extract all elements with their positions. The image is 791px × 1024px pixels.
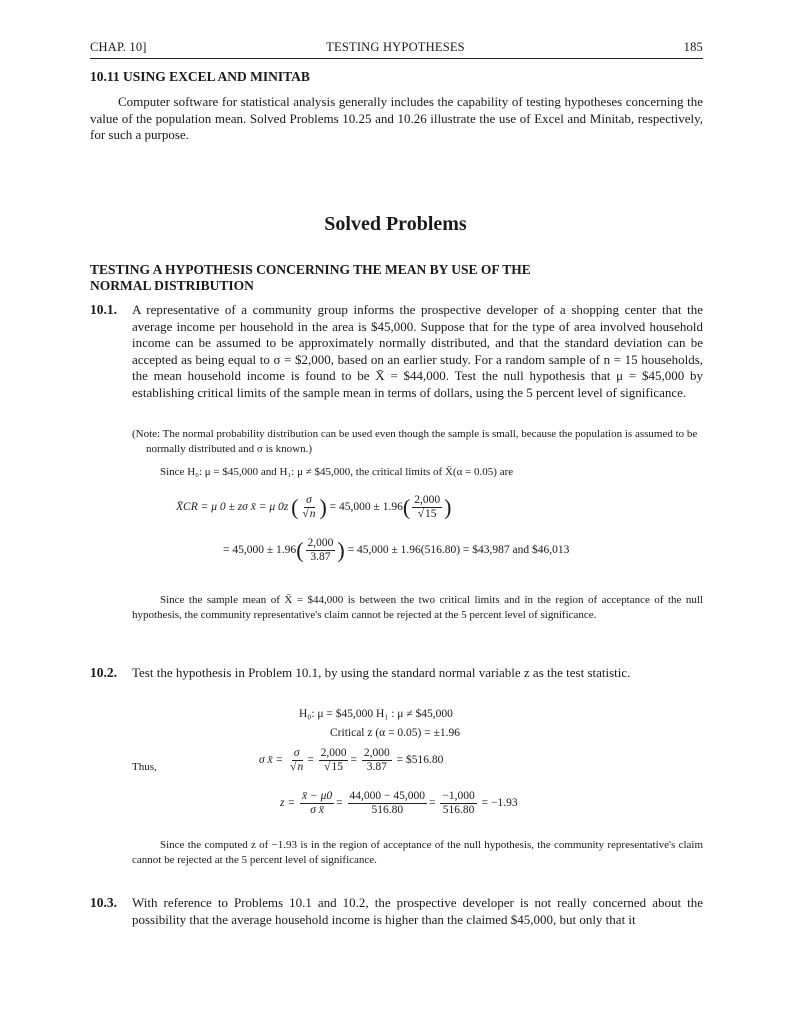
problem-text-10-3: With reference to Problems 10.1 and 10.2, the prospective developer is not really concerned about the possibility that the average household income is higher than the claimed $45,000, but only that it [132, 895, 703, 927]
problem-text-10-1: A representative of a community group informs the prospective developer of a shopping center that the average income per household in the area is $45,000. Suppose that for the type of area involved household income can be assumed to be approximately normally distributed, and that the standard deviation can be accepted as being equal to σ = $2,000, based on an earlier study. For a random sample of n = 15 households, the mean household income is found to be X̄ = $44,000. Test the null hypothesis that μ = $45,000 by establishing critical limits of the sample mean in terms of dollars, using the 5 percent level of significance. [132, 302, 703, 400]
section-heading: 10.11 USING EXCEL AND MINITAB [90, 69, 310, 84]
section-paragraph: Computer software for statistical analysis generally includes the capability of testing hypotheses concerning the value of the population mean. Solved Problems 10.25 and 10.26 illustrate the use of Excel and Minitab, respectively, for such a purpose. [90, 94, 703, 143]
subsection-heading-line1: TESTING A HYPOTHESIS CONCERNING THE MEAN BY USE OF THE [90, 262, 531, 277]
chapter-label: CHAP. 10] [90, 40, 147, 54]
equation-critical-limits-1: X̄CR = μ 0 ± zσ x̄ = μ 0z ( $\frac{\sigma}{√n}$ ) = 45,000 ± 1.96( $\frac{2,000}{√15}$ ) [176, 494, 452, 520]
equation-standard-error: σ x̄ = $\frac{\sigma}{√n}$ = $\frac{2,000}{√15}$ = $\frac{2,000}{3.87}$ = $516.80 [259, 747, 444, 773]
since-statement: Since H₀: μ = $45,000 and H₁: μ ≠ $45,000, the critical limits of X̄(α = 0.05) are [160, 466, 514, 478]
equation-critical-limits-2: = 45,000 ± 1.96( $\frac{2,000}{3.87}$ ) = 45,000 ± 1.96(516.80) = $43,987 and $46,013 [223, 537, 570, 563]
header-rule [90, 58, 703, 59]
conclusion-10-1: Since the sample mean of X̄ = $44,000 is between the two critical limits and in the region of acceptance of the null hypothesis, the community representative's claim cannot be rejected at the 5 percent level of significance. [132, 594, 703, 621]
problem-number-10-1: 10.1. [90, 302, 117, 317]
eq1-mid: = 45,000 ± 1.96 [329, 501, 403, 514]
fraction-z-simplified: $\frac{-1,000}{516.80}$ [442, 790, 475, 816]
eq1-left: X̄CR = μ 0 ± zσ x̄ = μ 0z [176, 501, 289, 514]
subsection-heading-line2: NORMAL DISTRIBUTION [90, 278, 254, 293]
fraction-2000-over-root-15: $\frac{2,000}{√15}$ [414, 494, 441, 520]
critical-z-10-2: Critical z (α = 0.05) = ±1.96 [330, 727, 461, 739]
thus-label: Thus, [132, 761, 157, 773]
solved-problems-heading: Solved Problems [324, 213, 467, 235]
fraction-2000-387: $\frac{2,000}{3.87}$ [363, 747, 390, 773]
problem-number-10-2: 10.2. [90, 665, 117, 680]
problem-note-10-1: (Note: The normal probability distribution can be used even though the sample is small, because the population is assumed to be normally distributed and σ is known.) [132, 428, 698, 455]
problem-text-10-2: Test the hypothesis in Problem 10.1, by using the standard normal variable z as the test statistic. [132, 665, 631, 680]
eq2-right: = 45,000 ± 1.96(516.80) = $43,987 and $46,013 [347, 544, 570, 557]
conclusion-10-2: Since the computed z of −1.93 is in the region of acceptance of the null hypothesis, the community representative's claim cannot be rejected at the 5 percent level of significance. [132, 839, 703, 866]
fraction-z-values: $\frac{44,000 - 45,000}{516.80}$ [349, 790, 426, 816]
eq2-left: = 45,000 ± 1.96 [223, 544, 297, 557]
fraction-2000-root-15: $\frac{2,000}{√15}$ [320, 747, 347, 773]
equation-z-statistic: z = $\frac{x̄ - \mu 0}{\text{σ x̄}}$ = $\frac{44,000 - 45,000}{516.80}$ = $\frac{-1,000}{516.80}$ = −1.93 [280, 790, 518, 816]
hypotheses-10-2: H₀: μ = $45,000 H₁ : μ ≠ $45,000 [299, 708, 453, 720]
page-number: 185 [683, 40, 703, 54]
fraction-z-definition: $\frac{x̄ - \mu 0}{\text{σ x̄}}$ [302, 790, 333, 816]
fraction-sigma-over-root-n: $\frac{\sigma}{√n}$ [302, 494, 316, 520]
problem-number-10-3: 10.3. [90, 895, 117, 910]
running-title: TESTING HYPOTHESES [326, 40, 465, 54]
fraction-sigma-root-n: $\frac{\sigma}{√n}$ [290, 747, 304, 773]
fraction-2000-over-387: $\frac{2,000}{3.87}$ [307, 537, 334, 563]
